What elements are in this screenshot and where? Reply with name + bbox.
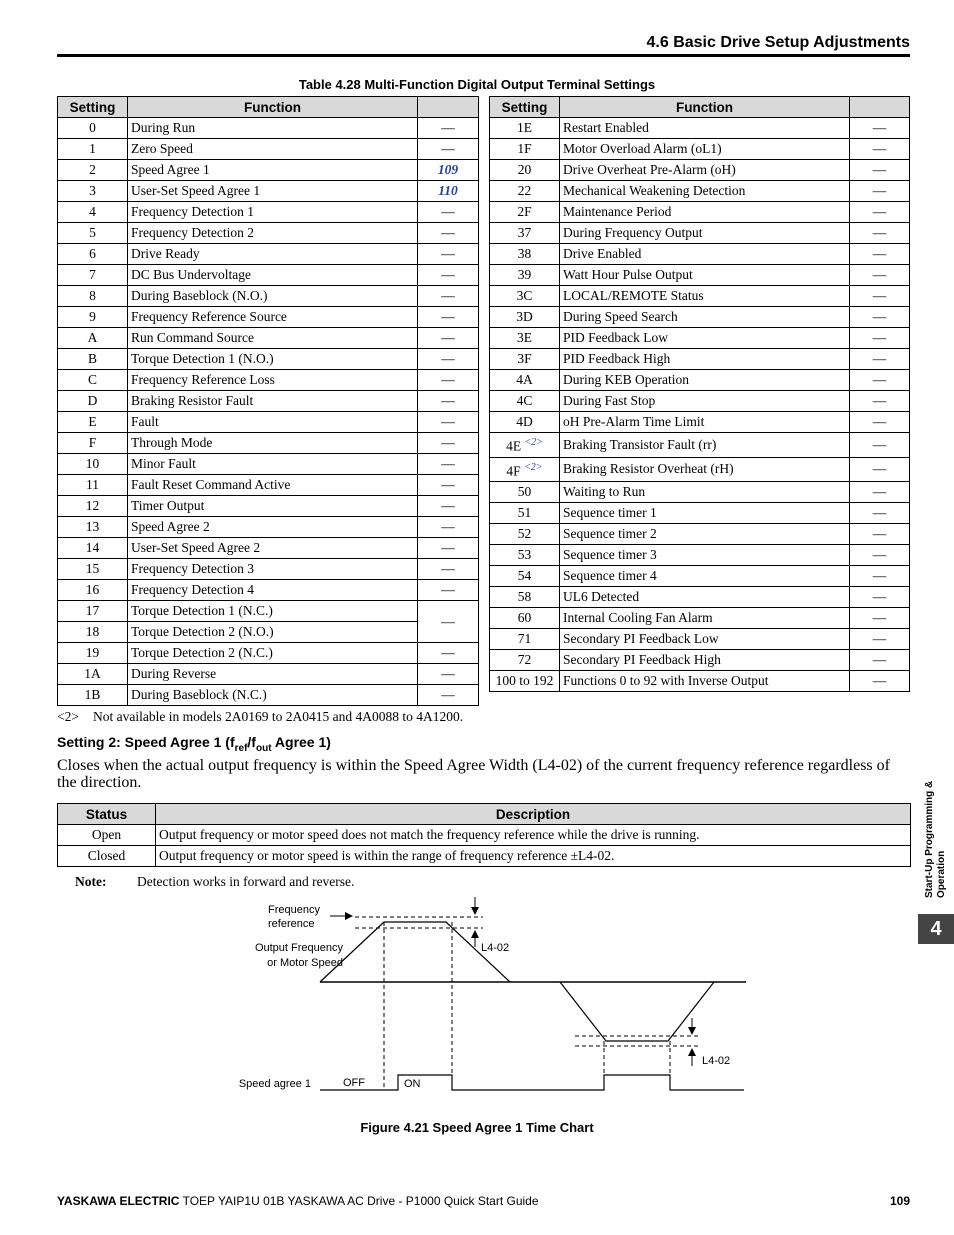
page-ref-cell: — [850,139,910,160]
chapter-side-tab-text: Start-Up Programming & Operation [924,780,947,898]
label-speed-agree: Speed agree 1 [238,1078,311,1090]
function-cell: Torque Detection 2 (N.O.) [128,622,418,643]
setting-cell: 9 [58,307,128,328]
setting-cell: 4D [490,412,560,433]
setting-cell: 4F $^{<2>}$ [490,457,560,482]
function-cell: Secondary PI Feedback Low [560,629,850,650]
setting-cell: 52 [490,524,560,545]
page-ref-cell: — [850,457,910,482]
page-ref-cell: — [418,139,479,160]
page-ref-cell: — [418,580,479,601]
function-cell: During Speed Search [560,307,850,328]
setting-cell: 7 [58,265,128,286]
function-cell: Frequency Reference Source [128,307,418,328]
page-ref-cell: — [418,601,479,643]
function-cell: LOCAL/REMOTE Status [560,286,850,307]
setting-cell: 38 [490,244,560,265]
page-ref-cell: — [850,307,910,328]
page-ref-cell: — [418,433,479,454]
setting-cell: 100 to 192 [490,671,560,692]
page-ref-cell: — [418,664,479,685]
setting-cell: 6 [58,244,128,265]
page-ref-cell: — [418,412,479,433]
setting-cell: 1 [58,139,128,160]
page-ref-cell: — [418,391,479,412]
label-output-freq-1: Output Frequency [254,942,343,954]
setting-cell: F [58,433,128,454]
table-caption: Table 4.28 Multi-Function Digital Output Terminal Settings [298,77,656,92]
function-cell: Sequence timer 2 [560,524,850,545]
page-ref-link[interactable]: 110 [438,183,458,198]
setting-cell: 54 [490,566,560,587]
page-ref-cell: — [850,391,910,412]
setting-cell: 4E $^{<2>}$ [490,433,560,458]
function-cell: Maintenance Period [560,202,850,223]
function-cell: Frequency Detection 2 [128,223,418,244]
function-cell: Frequency Reference Loss [128,370,418,391]
status-cell: Open [58,825,156,846]
setting-cell: 50 [490,482,560,503]
note-text: Detection works in forward and reverse. [137,874,355,889]
page-ref-link[interactable]: 109 [437,162,459,177]
page-ref-cell: — [418,223,479,244]
setting-cell: 39 [490,265,560,286]
setting-cell: 8 [58,286,128,307]
setting-cell: D [58,391,128,412]
label-output-freq-2: or Motor Speed [267,957,343,969]
function-cell: User-Set Speed Agree 1 [128,181,418,202]
setting-cell: 13 [58,517,128,538]
page-header-title: 4.6 Basic Drive Setup Adjustments [646,34,910,51]
setting-cell: C [58,370,128,391]
function-cell: PID Feedback High [560,349,850,370]
page-ref-cell: — [850,524,910,545]
function-cell: During Baseblock (N.O.) [128,286,418,307]
label-l402-bottom: L4-02 [702,1055,731,1067]
footnote-ref-link[interactable]: <2> [524,437,543,448]
page-ref-cell: — [418,559,479,580]
col-header-setting: Setting [58,97,128,118]
function-cell: User-Set Speed Agree 2 [128,538,418,559]
function-cell: DC Bus Undervoltage [128,265,418,286]
footnote-text: Not available in models 2A0169 to 2A0415 and 4A0088 to 4A1200. [92,709,464,724]
page-ref-cell: — [418,538,479,559]
page-ref-cell: — [850,244,910,265]
setting-cell: 3D [490,307,560,328]
function-cell: Sequence timer 3 [560,545,850,566]
status-cell: Closed [58,846,156,867]
function-cell: During Run [128,118,418,139]
function-cell: During Frequency Output [560,223,850,244]
setting-cell: 1B [58,685,128,706]
page-ref-cell: — [850,286,910,307]
function-cell: Functions 0 to 92 with Inverse Output [560,671,850,692]
setting-cell: 1A [58,664,128,685]
figure-caption: Figure 4.21 Speed Agree 1 Time Chart [360,1120,594,1135]
page-ref-cell: — [418,118,479,139]
setting-cell: 3 [58,181,128,202]
setting-cell: 10 [58,454,128,475]
function-cell: Drive Ready [128,244,418,265]
footer-doc-title: TOEP YAIP1U 01B YASKAWA AC Drive - P1000 Quick Start Guide [179,1194,539,1208]
page-ref-cell: — [850,566,910,587]
page-ref-cell: — [850,412,910,433]
setting-cell: 4 [58,202,128,223]
page-ref-cell: — [418,454,479,475]
section-body-text: Closes when the actual output frequency is within the Speed Agree Width (L4-02) of the current frequency reference regardless of the direction. [57,757,890,791]
page-ref-cell: — [850,545,910,566]
page-ref-cell: — [850,265,910,286]
footnote-mark: <2> [57,709,79,724]
function-cell: UL6 Detected [560,587,850,608]
page-ref-cell: — [850,650,910,671]
page-ref-cell: — [418,496,479,517]
setting-cell: 51 [490,503,560,524]
function-cell: Torque Detection 1 (N.O.) [128,349,418,370]
footnote-ref-link[interactable]: <2> [524,461,543,473]
label-freq-ref-1: Frequency [268,904,320,916]
function-cell: Run Command Source [128,328,418,349]
page-ref-cell: — [418,202,479,223]
setting-cell: 22 [490,181,560,202]
page-ref-cell: — [850,608,910,629]
function-cell: Restart Enabled [560,118,850,139]
page-ref-cell: — [850,503,910,524]
label-on: ON [404,1078,421,1090]
description-cell: Output frequency or motor speed does not match the frequency reference while the drive is running. [156,825,911,846]
setting-cell: E [58,412,128,433]
col-header-status: Status [58,804,156,825]
setting-cell: 20 [490,160,560,181]
function-cell: Watt Hour Pulse Output [560,265,850,286]
page-ref-cell: — [850,629,910,650]
function-cell: Sequence timer 4 [560,566,850,587]
function-cell: Mechanical Weakening Detection [560,181,850,202]
setting-cell: 12 [58,496,128,517]
setting-cell: 1F [490,139,560,160]
function-cell: Frequency Detection 1 [128,202,418,223]
page-ref-cell: — [418,475,479,496]
setting-cell: 11 [58,475,128,496]
function-cell: During Reverse [128,664,418,685]
page-ref-cell: — [418,286,479,307]
function-cell: Braking Transistor Fault (rr) [560,433,850,458]
footer-brand: YASKAWA ELECTRIC [57,1194,180,1208]
note-label: Note: [75,874,107,889]
function-cell: Motor Overload Alarm (oL1) [560,139,850,160]
function-cell: Speed Agree 1 [128,160,418,181]
page-ref-cell: — [850,118,910,139]
col-header-description: Description [156,804,911,825]
function-cell: During KEB Operation [560,370,850,391]
function-cell: Drive Enabled [560,244,850,265]
setting-cell: 2 [58,160,128,181]
function-cell: Sequence timer 1 [560,503,850,524]
setting-cell: 72 [490,650,560,671]
page-number: 109 [889,1194,910,1208]
page-ref-cell: — [850,328,910,349]
page-ref-cell: — [850,181,910,202]
col-header-function: Function [128,97,418,118]
function-cell: Torque Detection 2 (N.C.) [128,643,418,664]
function-cell: Minor Fault [128,454,418,475]
page-ref-cell: — [850,482,910,503]
page-ref-cell: — [418,643,479,664]
page-ref-cell: — [850,349,910,370]
description-cell: Output frequency or motor speed is within the range of frequency reference ±L4-02. [156,846,911,867]
setting-cell: 5 [58,223,128,244]
setting-cell: 19 [58,643,128,664]
label-l402-top: L4-02 [481,942,510,954]
setting-cell: 15 [58,559,128,580]
setting-cell: 3F [490,349,560,370]
output-freq-reverse-curve [560,982,714,1041]
page-ref-cell: — [850,587,910,608]
function-cell: Timer Output [128,496,418,517]
setting-cell: 17 [58,601,128,622]
col-header-setting: Setting [490,97,560,118]
function-cell: Braking Resistor Overheat (rH) [560,457,850,482]
setting-cell: 16 [58,580,128,601]
page-ref-cell: — [418,244,479,265]
setting-cell: 71 [490,629,560,650]
function-cell: Zero Speed [128,139,418,160]
setting-cell: 58 [490,587,560,608]
function-cell: Fault Reset Command Active [128,475,418,496]
footer-document-info [57,1194,539,1208]
page-ref-cell: — [850,370,910,391]
page-ref-cell: — [850,223,910,244]
page-ref-cell: — [850,433,910,458]
setting-cell: 3C [490,286,560,307]
page-ref-cell: — [850,202,910,223]
function-cell: Fault [128,412,418,433]
function-cell: During Baseblock (N.C.) [128,685,418,706]
function-cell: During Fast Stop [560,391,850,412]
page-ref-cell: — [418,685,479,706]
function-cell: Frequency Detection 3 [128,559,418,580]
function-cell: Torque Detection 1 (N.C.) [128,601,418,622]
setting-cell: 4C [490,391,560,412]
setting-cell: 4A [490,370,560,391]
page-ref-cell: — [418,349,479,370]
chapter-number-tab: 4 [918,914,954,944]
page-ref-cell: — [850,160,910,181]
setting-cell: 3E [490,328,560,349]
function-cell: Speed Agree 2 [128,517,418,538]
function-cell: Braking Resistor Fault [128,391,418,412]
function-cell: PID Feedback Low [560,328,850,349]
setting-cell: 37 [490,223,560,244]
function-cell: Waiting to Run [560,482,850,503]
function-cell: Secondary PI Feedback High [560,650,850,671]
setting-cell: 60 [490,608,560,629]
function-cell: Internal Cooling Fan Alarm [560,608,850,629]
page-ref-cell: — [850,671,910,692]
label-off: OFF [343,1077,365,1089]
page-ref-cell: — [418,370,479,391]
page-ref-cell: — [418,307,479,328]
section-heading: Setting 2: Speed Agree 1 ($f_{ref}/f_{out}$ Agree 1) [57,734,331,754]
setting-cell: 0 [58,118,128,139]
page-ref-cell: — [418,265,479,286]
col-header-function: Function [560,97,850,118]
function-cell: oH Pre-Alarm Time Limit [560,412,850,433]
setting-cell: 18 [58,622,128,643]
page-ref-cell: — [418,328,479,349]
setting-cell: B [58,349,128,370]
setting-cell: 2F [490,202,560,223]
setting-cell: 14 [58,538,128,559]
function-cell: Drive Overheat Pre-Alarm (oH) [560,160,850,181]
function-cell: Through Mode [128,433,418,454]
function-cell: Frequency Detection 4 [128,580,418,601]
setting-cell: 1E [490,118,560,139]
page-ref-cell: — [418,517,479,538]
setting-cell: 53 [490,545,560,566]
setting-cell: A [58,328,128,349]
label-freq-ref-2: reference [268,918,315,930]
